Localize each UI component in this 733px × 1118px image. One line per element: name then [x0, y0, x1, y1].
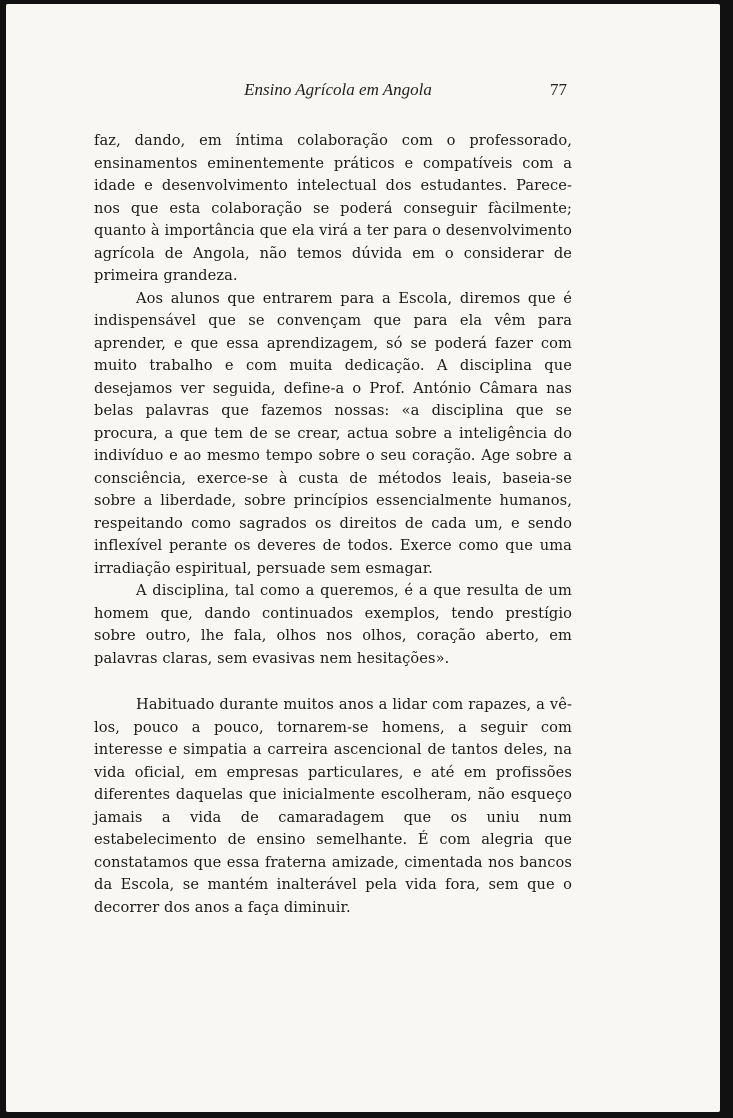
section-gap: [94, 670, 572, 694]
paragraph-1: faz, dando, em íntima colaboração com o professorado, ensinamentos eminentemente práticos e compatíveis com a idade e desenvolvimento intelectual dos estudantes. Parece-nos que esta colaboração se poderá conseguir fàcilmente; quanto à importância que ela virá a ter para o desenvolvimento agrícola de Angola, não temos dúvida em o considerar de primeira grandeza.: [94, 132, 572, 284]
body-text: [94, 130, 572, 919]
book-page: [6, 4, 720, 1112]
page-header: [6, 80, 720, 102]
paragraph-3: A disciplina, tal como a queremos, é a que resulta de um homem que, dando continuados exemplos, tendo prestígio sobre outro, lhe fala, olhos nos olhos, coração aberto, em palavras claras, sem evasivas nem hesitações».: [94, 582, 572, 667]
paragraph-2: Aos alunos que entrarem para a Escola, diremos que é indispensável que se convençam que para ela vêm para aprender, e que essa aprendizagem, só se poderá fazer com muito trabalho e com muita dedicação. A disciplina que desejamos ver seguida, define-a o Prof. António Câmara nas belas palavras que fazemos nossas: «a disciplina que se procura, a que tem de se crear, actua sobre a inteligência do indivíduo e ao mesmo tempo sobre o seu coração. Age sobre a consciência, exerce-se à custa de métodos leais, baseia-se sobre a liberdade, sobre princípios essencialmente humanos, respeitando como sagrados os direitos de cada um, e sendo inflexível perante os deveres de todos. Exerce como que uma irradiação espiritual, persuade sem esmagar.: [94, 289, 572, 577]
running-title: Ensino Agrícola em Angola: [244, 80, 432, 99]
page-number: 77: [550, 80, 567, 99]
paragraph-4: Habituado durante muitos anos a lidar com rapazes, a vê-los, pouco a pouco, tornarem-se homens, a seguir com interesse e simpatia a carreira ascencional de tantos deles, na vida oficial, em empresas particulares, e até em profissões diferentes daquelas que inicialmente escolheram, não esqueço jamais a vida de camaradagem que os uniu num estabelecimento de ensino semelhante. É com alegria que constatamos que essa fraterna amizade, cimentada nos bancos da Escola, se mantém inalterável pela vida fora, sem que o decorrer dos anos a faça diminuir.: [94, 696, 572, 916]
